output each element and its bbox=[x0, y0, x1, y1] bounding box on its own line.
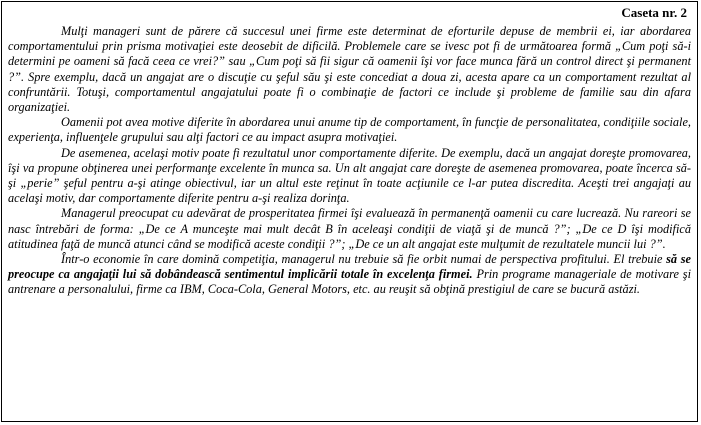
paragraph-3: De asemenea, acelaşi motiv poate fi rezultatul unor comportamente diferite. De exemplu, dacă un angajat doreşte promovarea, îşi va propune obţinerea unei performanţe excelente în munca sa. Un alt angajat care doreşte de asemenea promovarea, poate încerca să-şi „perie” şeful pentru a-şi atinge obiectivul, iar un altul este reţinut în toate acţiunile ce l-ar putea discredita. Aceşti trei angajaţi au acelaşi motiv, dar comportamente diferite pentru a-şi realiza dorinţa. bbox=[8, 145, 691, 206]
paragraph-5-text-after: Prin programe manageriale de motivare şi antrenare a personalului, firme ca IBM, Coca-Cola, General Motors, etc. au reuşit să obţină prestigiul de care se bucură astăzi. bbox=[8, 267, 691, 297]
box-title: Caseta nr. 2 bbox=[621, 5, 687, 20]
text-box bbox=[1, 1, 698, 422]
paragraph-2: Oamenii pot avea motive diferite în abordarea unui anume tip de comportament, în funcţie de personalitatea, condiţiile sociale, experienţa, influenţele grupului sau alţi factori ce au impact asupra motivaţiei. bbox=[8, 115, 691, 145]
paragraph-1: Mulţi manageri sunt de părere că succesul unei firme este determinat de eforturile depuse de membrii ei, iar abordarea comportamentului prin prisma motivaţiei este deosebit de dificilă. Problemele care se ivesc pot fi de următoarea formă „Cum poţi să-i determini pe oameni să facă ceea ce vrei?” sau „Cum poţi să fii sigur că oamenii îşi vor face munca fără un control direct şi permanent ?”. Spre exemplu, dacă un angajat are o discuţie cu şeful său şi este concediat a doua zi, acesta apare ca un comportament rezultat al confruntării. Totuşi, comportamentul angajatului poate fi o combinaţie de factori ce include şi probleme de familie sau din afara organizaţiei. bbox=[8, 24, 691, 115]
paragraph-5 bbox=[8, 252, 691, 298]
paragraph-5-text-before: Într-o economie în care domină competiţia, managerul nu trebuie să fie orbit numai de perspectiva profitului. El trebuie bbox=[61, 252, 667, 267]
paragraph-4: Managerul preocupat cu adevărat de prosperitatea firmei îşi evaluează în permanenţă oamenii cu care lucrează. Nu rareori se nasc întrebări de forma: „De ce A munceşte mai mult decât B în aceleaşi condiţii de viaţă şi de muncă ?”; „De ce D îşi modifică atitudinea faţă de muncă atunci când se modifică aceste condiţii ?”; „De ce un alt angajat este mulţumit de rezultatele muncii lui ?”. bbox=[8, 206, 691, 251]
paragraph-5-emphasis: să se preocupe ca angajaţii lui să dobândească sentimentul implicării totale în excelenţa firmei. bbox=[8, 252, 691, 282]
